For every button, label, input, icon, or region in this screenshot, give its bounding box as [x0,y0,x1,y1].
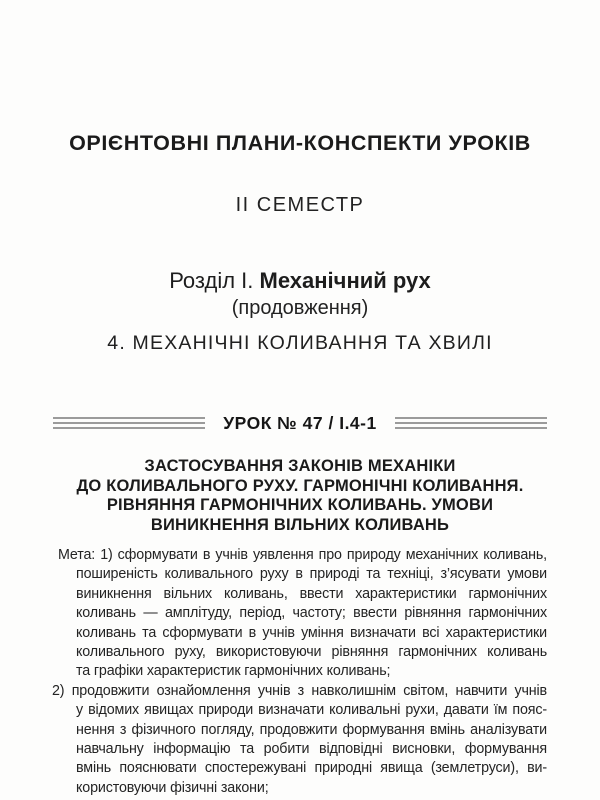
chapter-prefix: Розділ І. [169,268,254,293]
meta-line: користовуючи фізичні закони; [76,779,269,796]
lesson-title-line: ВИНИКНЕННЯ ВІЛЬНИХ КОЛИВАНЬ [150,515,450,534]
meta-line: коливань та сформувати в учнів уміння визначати всі характеристики [76,624,547,641]
meta-line: 2) продовжити ознайомлення учнів з навколишнім світом, навчити учнів [52,682,547,699]
meta-line: коливального руху, використовуючи рівняння гармонічних коливань [76,644,547,661]
chapter-note: (продовження) [231,297,369,319]
meta-paragraph [52,546,547,798]
chapter-title [0,268,600,293]
meta-line: нення з фізичного погляду, продовжити формування вмінь аналізувати [76,721,547,738]
book-title: ОРІЄНТОВНІ ПЛАНИ-КОНСПЕКТИ УРОКІВ [69,131,531,155]
semester-heading: ІІ СЕМЕСТР [235,194,365,216]
lesson-banner-label: УРОК № 47 / І.4-1 [223,412,377,433]
meta-line: та графіки характеристик гармонічних коливань; [76,663,391,680]
meta-line: поширеність коливального руху в природі та техніці, з’ясувати умови [76,566,547,583]
chapter-name: Механічний рух [259,268,431,293]
banner-rule-right [395,417,547,429]
section-title: 4. МЕХАНІЧНІ КОЛИВАННЯ ТА ХВИЛІ [107,332,493,354]
meta-line: виникнення вільних коливань, ввести характеристики гармонічних [76,585,547,602]
meta-line: Мета: 1) сформувати в учнів уявлення про природу механічних коливань, [58,547,547,563]
meta-line: вмінь пояснювати спостережувані природні явища (землетруси), ви- [76,760,547,777]
meta-line: навчальну інформацію та робити відповідні висновки, формування [76,741,547,758]
lesson-title-line: ДО КОЛИВАЛЬНОГО РУХУ. ГАРМОНІЧНІ КОЛИВАННЯ. [76,476,524,495]
meta-line: коливань — амплітуду, період, частоту; ввести рівняння гармонічних [76,605,547,622]
lesson-banner [53,412,547,434]
lesson-title-line: ЗАСТОСУВАННЯ ЗАКОНІВ МЕХАНІКИ [144,457,456,475]
banner-rule-left [53,417,205,429]
lesson-title [0,457,600,535]
meta-line: у відомих явищах природи визначати коливальні рухи, давати їм пояс- [76,702,547,719]
lesson-title-line: РІВНЯННЯ ГАРМОНІЧНИХ КОЛИВАНЬ. УМОВИ [106,496,494,514]
